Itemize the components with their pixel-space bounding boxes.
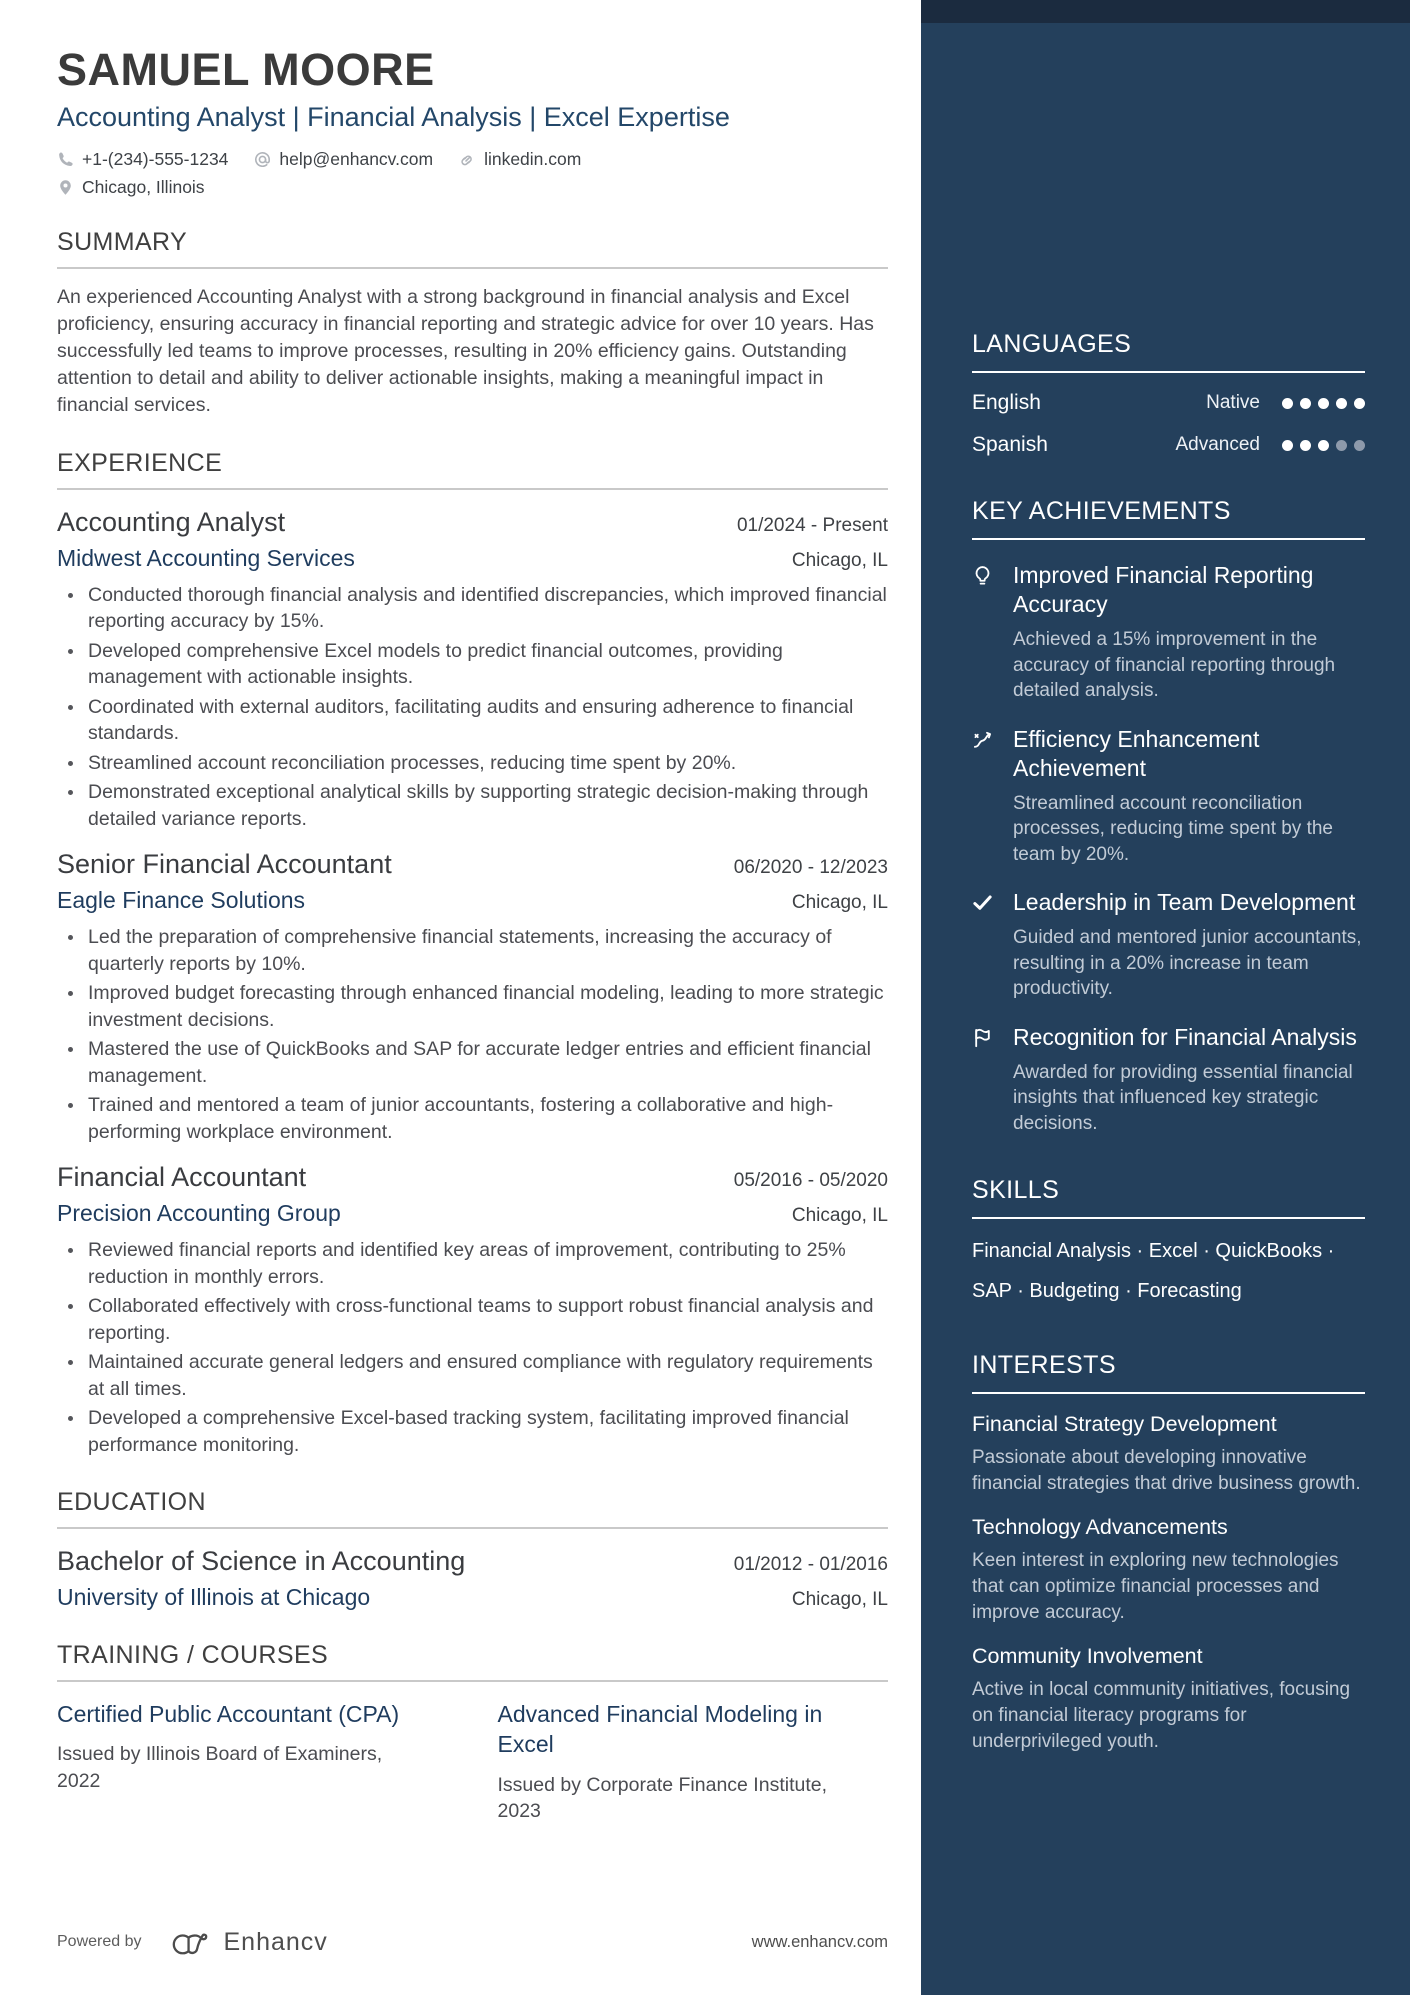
achievement-item — [972, 888, 1365, 1002]
interests-section — [972, 1351, 1365, 1755]
contact-location — [57, 177, 205, 198]
phone-icon — [57, 151, 74, 168]
education-school: University of Illinois at Chicago — [57, 1584, 371, 1611]
sidebar-top-band — [921, 0, 1410, 23]
bullet-item: Coordinated with external auditors, facilitating audits and ensuring adherence to financial standards. — [57, 694, 888, 747]
achievements-section — [972, 497, 1365, 1136]
job-entry — [57, 507, 888, 833]
achievement-item — [972, 725, 1365, 868]
course-issuer: Issued by Illinois Board of Examiners, 2022 — [57, 1743, 383, 1792]
achievement-text: Streamlined account reconciliation processes, reducing time spent by the team by 20%. — [1013, 792, 1334, 865]
interest-text: Passionate about developing innovative financial strategies that drive business growth. — [972, 1446, 1361, 1494]
bullet-item: Maintained accurate general ledgers and ensured compliance with regulatory requirements at all times. — [57, 1349, 888, 1402]
footer — [57, 1927, 888, 1957]
interest-text: Keen interest in exploring new technologies that can optimize financial processes and improve accuracy. — [972, 1549, 1339, 1623]
headline: Accounting Analyst | Financial Analysis | Excel Expertise — [57, 102, 730, 132]
interest-title: Technology Advancements — [972, 1514, 1228, 1539]
person-name: SAMUEL MOORE — [57, 44, 435, 95]
job-company: Eagle Finance Solutions — [57, 887, 306, 914]
contact-row — [57, 149, 717, 198]
flag-icon — [972, 1023, 1013, 1137]
achievement-text: Guided and mentored junior accountants, resulting in a 20% increase in team productivity. — [1013, 927, 1362, 999]
interests-heading: INTERESTS — [972, 1351, 1365, 1394]
job-bullets — [57, 924, 888, 1145]
interest-title: Financial Strategy Development — [972, 1412, 1277, 1436]
bullet-item: Developed a comprehensive Excel-based tracking system, facilitating improved financial performance monitoring. — [57, 1405, 888, 1458]
training-section — [57, 1641, 888, 1824]
skills-list: Financial Analysis · Excel · QuickBooks · SAP · Budgeting · Forecasting — [972, 1240, 1335, 1302]
achievement-title: Leadership in Team Development — [1013, 889, 1356, 915]
education-dates: 01/2012 - 01/2016 — [733, 1554, 888, 1576]
lightbulb-icon — [972, 561, 1013, 704]
achievement-text: Awarded for providing essential financial insights that influenced key strategic decisions. — [1013, 1061, 1353, 1134]
job-entry — [57, 1162, 888, 1458]
language-level: Advanced — [1175, 434, 1260, 455]
language-name: Spanish — [972, 433, 1048, 456]
achievement-title: Efficiency Enhancement Achievement — [1013, 725, 1260, 781]
bullet-item: Conducted thorough financial analysis and identified discrepancies, which improved financial reporting accuracy by 15%. — [57, 582, 888, 635]
strategy-arrow-icon — [972, 725, 1013, 868]
contact-phone-text: +1-(234)-555-1234 — [82, 148, 229, 169]
achievement-title: Recognition for Financial Analysis — [1013, 1023, 1357, 1050]
bullet-item: Reviewed financial reports and identified key areas of improvement, contributing to 25% reduction in monthly errors. — [57, 1237, 888, 1290]
job-title: Senior Financial Accountant — [57, 849, 392, 880]
bullet-item: Improved budget forecasting through enhanced financial modeling, leading to more strategic investment decisions. — [57, 980, 888, 1033]
bullet-item: Streamlined account reconciliation processes, reducing time spent by 20%. — [57, 750, 888, 777]
languages-heading: LANGUAGES — [972, 330, 1365, 373]
job-location: Chicago, IL — [791, 549, 888, 571]
bullet-item: Trained and mentored a team of junior accountants, fostering a collaborative and high-performing workplace environment. — [57, 1092, 888, 1145]
job-bullets — [57, 582, 888, 833]
course-title: Certified Public Accountant (CPA) — [57, 1701, 400, 1728]
language-rating-dots — [1282, 440, 1365, 451]
contact-location-text: Chicago, Illinois — [82, 176, 205, 197]
bullet-item: Led the preparation of comprehensive financial statements, increasing the accuracy of quarterly reports by 10%. — [57, 924, 888, 977]
achievement-item — [972, 561, 1365, 704]
checkmark-icon — [972, 888, 1013, 1002]
achievements-heading: KEY ACHIEVEMENTS — [972, 497, 1365, 540]
summary-text: An experienced Accounting Analyst with a strong background in financial analysis and Excel proficiency, ensuring accuracy in financial reporting and strategic advice for over 10 years. Has successfully led teams to improve processes, resulting in 20% efficiency gains. Outstanding attention to detail and ability to deliver actionable insights, making a meaningful impact in financial services. — [57, 285, 874, 416]
summary-section — [57, 228, 888, 419]
training-heading: TRAINING / COURSES — [57, 1641, 888, 1682]
contact-link-text[interactable]: linkedin.com — [484, 148, 582, 169]
job-entry — [57, 849, 888, 1145]
achievement-item — [972, 1023, 1365, 1137]
job-location: Chicago, IL — [791, 1205, 888, 1227]
interest-title: Community Involvement — [972, 1643, 1203, 1668]
language-name: English — [972, 391, 1041, 414]
job-company: Precision Accounting Group — [57, 1200, 341, 1227]
education-section — [57, 1488, 888, 1611]
job-dates: 01/2024 - Present — [736, 514, 888, 536]
job-company: Midwest Accounting Services — [57, 544, 355, 571]
language-row — [972, 433, 1365, 457]
education-location: Chicago, IL — [791, 1589, 888, 1611]
contact-phone — [57, 149, 228, 170]
enhancv-logo-icon — [168, 1927, 212, 1957]
experience-section — [57, 449, 888, 1459]
bullet-item: Developed comprehensive Excel models to predict financial outcomes, providing management with actionable insights. — [57, 638, 888, 691]
language-row — [972, 391, 1365, 415]
contact-email-text[interactable]: help@enhancv.com — [279, 148, 434, 169]
achievement-title: Improved Financial Reporting Accuracy — [1013, 562, 1314, 617]
sidebar — [921, 0, 1410, 1995]
contact-email[interactable] — [254, 149, 433, 170]
summary-heading: SUMMARY — [57, 228, 888, 269]
course-issuer: Issued by Corporate Finance Institute, 2023 — [497, 1773, 828, 1823]
job-title: Accounting Analyst — [57, 506, 286, 537]
course-entry — [498, 1699, 889, 1824]
interest-item — [972, 1514, 1365, 1626]
job-dates: 05/2016 - 05/2020 — [733, 1170, 888, 1192]
at-icon — [254, 151, 271, 168]
enhancv-wordmark: Enhancv — [223, 1927, 328, 1956]
bullet-item: Demonstrated exceptional analytical skills by supporting strategic decision-making through detailed variance reports. — [57, 779, 888, 832]
languages-section — [972, 330, 1365, 457]
course-title: Advanced Financial Modeling in Excel — [497, 1701, 823, 1758]
link-icon — [459, 151, 476, 168]
skills-heading: SKILLS — [972, 1176, 1365, 1219]
job-title: Financial Accountant — [57, 1162, 307, 1193]
course-entry — [57, 1699, 448, 1824]
bullet-item: Collaborated effectively with cross-functional teams to support robust financial analysis and reporting. — [57, 1293, 888, 1346]
footer-website[interactable]: www.enhancv.com — [751, 1932, 888, 1951]
job-dates: 06/2020 - 12/2023 — [733, 857, 888, 879]
powered-by-label: Powered by — [57, 1933, 142, 1950]
education-heading: EDUCATION — [57, 1488, 888, 1529]
experience-heading: EXPERIENCE — [57, 449, 888, 490]
interest-item — [972, 1411, 1365, 1497]
education-degree: Bachelor of Science in Accounting — [57, 1546, 466, 1577]
achievement-text: Achieved a 15% improvement in the accuracy of financial reporting through detailed analysis. — [1013, 629, 1336, 701]
interest-item — [972, 1643, 1365, 1755]
job-location: Chicago, IL — [791, 892, 888, 914]
location-pin-icon — [57, 179, 74, 196]
bullet-item: Mastered the use of QuickBooks and SAP for accurate ledger entries and efficient financial management. — [57, 1036, 888, 1089]
interest-text: Active in local community initiatives, focusing on financial literacy programs for underprivileged youth. — [972, 1678, 1351, 1752]
skills-section — [972, 1176, 1365, 1311]
contact-link[interactable] — [459, 149, 581, 170]
job-bullets — [57, 1237, 888, 1458]
language-rating-dots — [1282, 398, 1365, 409]
language-level: Native — [1206, 392, 1260, 413]
